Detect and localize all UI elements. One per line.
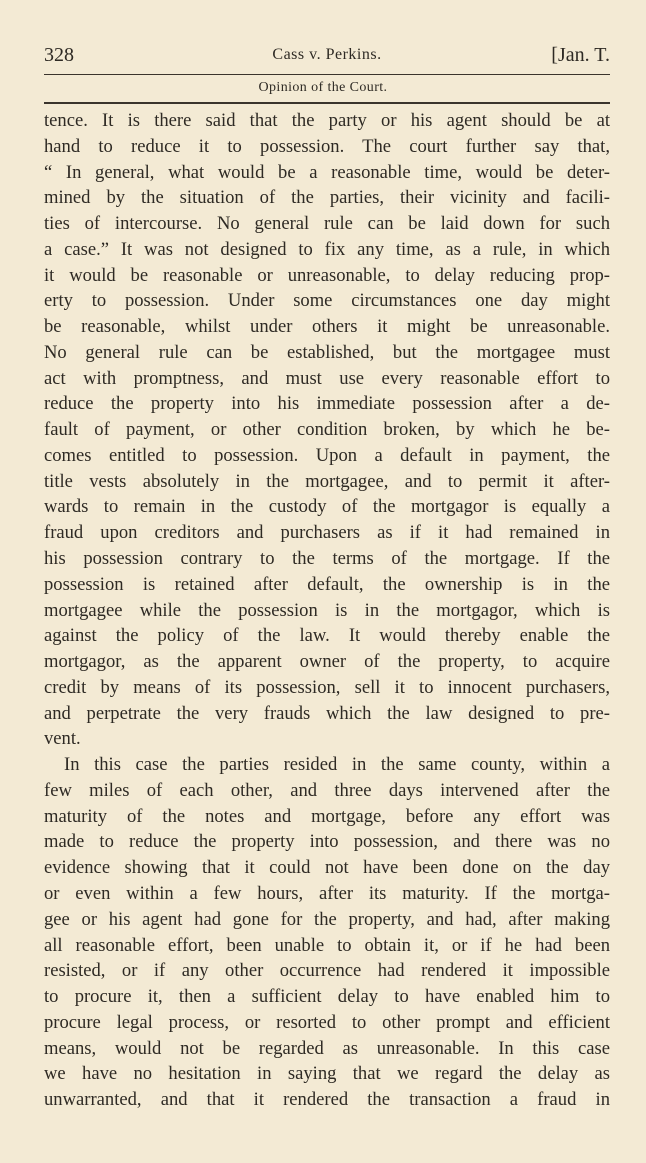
text-line: possession is retained after default, the ownership is in the	[44, 573, 610, 595]
text-line: and perpetrate the very frauds which the law designed to pre-	[44, 702, 610, 724]
header-rule-bottom	[44, 102, 610, 104]
text-line: resisted, or if any other occurrence had rendered it impossible	[44, 960, 610, 982]
text-line: few miles of each other, and three days intervened after the	[44, 779, 610, 801]
text-line: fraud upon creditors and purchasers as if it had remained in	[44, 522, 610, 544]
text-line: ties of intercourse. No general rule can be laid down for such	[44, 213, 610, 235]
text-line: or even within a few hours, after its maturity. If the mortga-	[44, 882, 610, 904]
text-line: gee or his agent had gone for the property, and had, after making	[44, 908, 610, 930]
text-line: act with promptness, and must use every reasonable effort to	[44, 367, 610, 389]
text-line: No general rule can be established, but the mortgagee must	[44, 341, 610, 363]
text-line: vent.	[44, 728, 81, 750]
text-line: against the policy of the law. It would thereby enable the	[44, 625, 610, 647]
text-line: maturity of the notes and mortgage, before any effort was	[44, 805, 610, 827]
text-line: unwarranted, and that it rendered the transaction a fraud in	[44, 1089, 610, 1111]
text-line: means, would not be regarded as unreasonable. In this case	[44, 1037, 610, 1059]
text-line: tence. It is there said that the party or his agent should be at	[44, 110, 610, 131]
text-line: reduce the property into his immediate possession after a de-	[44, 393, 610, 415]
header-rule-top	[44, 74, 610, 75]
text-line: procure legal process, or resorted to other prompt and efficient	[44, 1011, 610, 1033]
text-line: evidence showing that it could not have been done on the day	[44, 857, 610, 879]
text-line: mortgagee while the possession is in the mortgagor, which is	[44, 599, 610, 621]
text-line: it would be reasonable or unreasonable, to delay reducing prop-	[44, 264, 610, 286]
running-head	[44, 44, 610, 72]
text-line: be reasonable, whilst under others it might be unreasonable.	[44, 316, 610, 338]
text-line: we have no hesitation in saying that we regard the delay as	[44, 1063, 610, 1085]
opinion-text	[44, 108, 610, 1113]
case-title: Cass v. Perkins.	[272, 46, 382, 63]
text-line: all reasonable effort, been unable to obtain it, or if he had been	[44, 934, 610, 956]
text-line: erty to possession. Under some circumstances one day might	[44, 290, 610, 312]
text-line: a case.” It was not designed to fix any time, as a rule, in which	[44, 238, 610, 260]
text-line: title vests absolutely in the mortgagee, and to permit it after-	[44, 470, 610, 492]
text-line: his possession contrary to the terms of the mortgage. If the	[44, 548, 610, 570]
text-line: credit by means of its possession, sell it to innocent purchasers,	[44, 676, 610, 698]
page-number: 328	[44, 44, 74, 66]
text-line: made to reduce the property into possession, and there was no	[44, 831, 610, 853]
text-line: wards to remain in the custody of the mortgagor is equally a	[44, 496, 610, 518]
text-line: In this case the parties resided in the same county, within a	[64, 754, 610, 776]
text-line: fault of payment, or other condition broken, by which he be-	[44, 419, 610, 441]
text-line: “ In general, what would be a reasonable time, would be deter-	[44, 161, 610, 183]
court-term: [Jan. T.	[551, 44, 610, 66]
text-line: hand to reduce it to possession. The court further say that,	[44, 135, 610, 157]
text-line: mined by the situation of the parties, their vicinity and facili-	[44, 187, 610, 209]
text-line: to procure it, then a sufficient delay to have enabled him to	[44, 986, 610, 1008]
text-line: mortgagor, as the apparent owner of the property, to acquire	[44, 651, 610, 673]
section-heading: Opinion of the Court.	[258, 80, 388, 95]
text-line: comes entitled to possession. Upon a default in payment, the	[44, 444, 610, 466]
